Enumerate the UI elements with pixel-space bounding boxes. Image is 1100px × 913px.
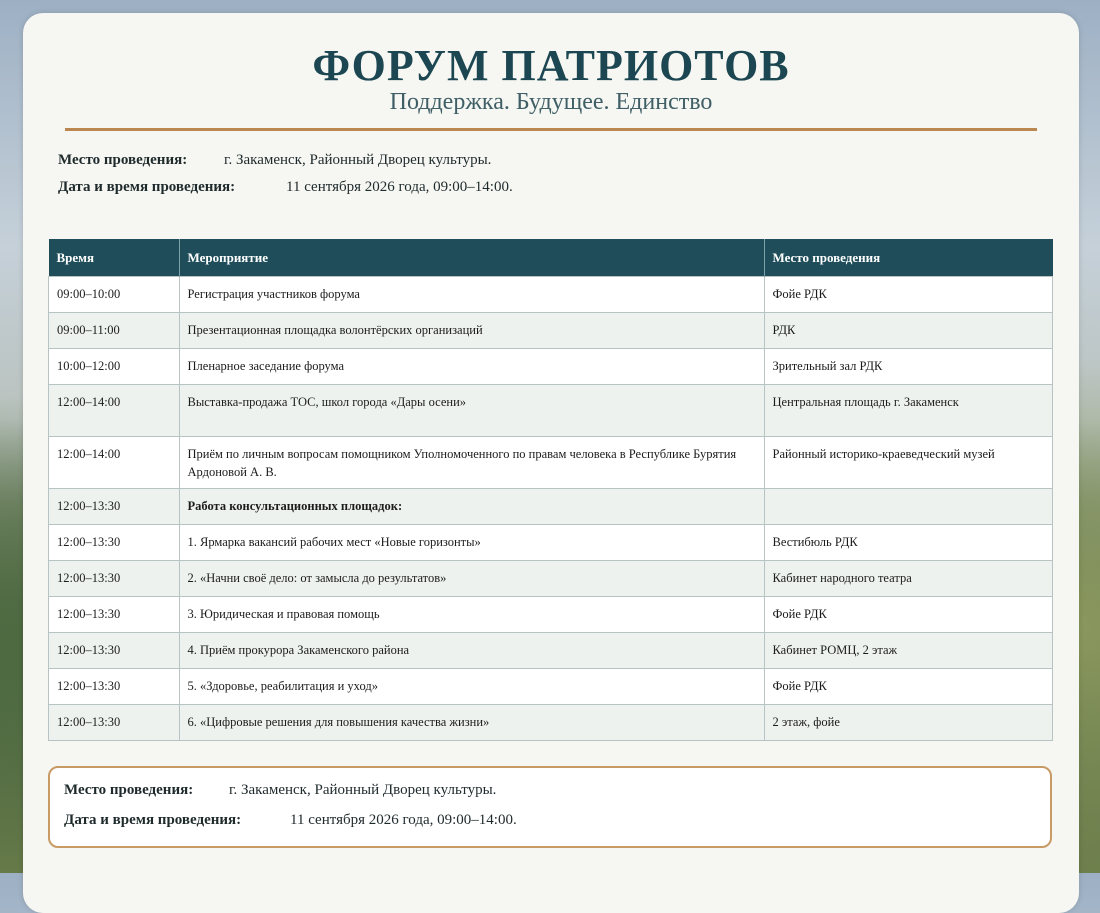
row-time: 12:00–13:30 — [49, 525, 180, 561]
row-time: 12:00–13:30 — [49, 597, 180, 633]
place-line — [58, 150, 513, 177]
schedule-table — [48, 239, 1053, 741]
title-divider — [65, 128, 1037, 131]
box-place-label: Место проведения: — [64, 782, 194, 798]
row-place: Вестибюль РДК — [764, 525, 1053, 561]
datetime-line — [58, 177, 513, 204]
datetime-label: Дата и время проведения: — [58, 179, 236, 195]
table-row — [49, 489, 1053, 525]
box-place-value: г. Закаменск, Районный Дворец культуры. — [229, 782, 497, 798]
table-row — [49, 277, 1053, 313]
row-event: 5. «Здоровье, реабилитация и уход» — [179, 669, 764, 705]
row-event: 2. «Начни своё дело: от замысла до результатов» — [179, 561, 764, 597]
row-place: Фойе РДК — [764, 277, 1053, 313]
table-row — [49, 669, 1053, 705]
row-time: 12:00–14:00 — [49, 385, 180, 437]
event-info-top — [58, 150, 513, 204]
header-time: Время — [49, 239, 180, 277]
row-event: Пленарное заседание форума — [179, 349, 764, 385]
place-label: Место проведения: — [58, 152, 188, 168]
row-place: Центральная площадь г. Закаменск — [764, 385, 1053, 437]
row-time: 12:00–14:00 — [49, 437, 180, 489]
table-row — [49, 597, 1053, 633]
table-row — [49, 385, 1053, 437]
box-datetime-label: Дата и время проведения: — [64, 812, 242, 828]
row-event: Регистрация участников форума — [179, 277, 764, 313]
box-place-line — [64, 780, 1050, 810]
row-time: 09:00–11:00 — [49, 313, 180, 349]
table-row — [49, 313, 1053, 349]
row-event: Работа консультационных площадок: — [179, 489, 764, 525]
row-place: РДК — [764, 313, 1053, 349]
header-event: Мероприятие — [179, 239, 764, 277]
row-event: 3. Юридическая и правовая помощь — [179, 597, 764, 633]
table-row — [49, 633, 1053, 669]
row-place: 2 этаж, фойе — [764, 705, 1053, 741]
row-time: 12:00–13:30 — [49, 705, 180, 741]
page-title: ФОРУМ ПАТРИОТОВ — [312, 41, 790, 90]
row-time: 12:00–13:30 — [49, 561, 180, 597]
row-place: Зрительный зал РДК — [764, 349, 1053, 385]
datetime-value: 11 сентября 2026 года, 09:00–14:00. — [286, 179, 513, 195]
row-place: Кабинет народного театра — [764, 561, 1053, 597]
table-row — [49, 705, 1053, 741]
table-row — [49, 561, 1053, 597]
row-place: Кабинет РОМЦ, 2 этаж — [764, 633, 1053, 669]
row-time: 12:00–13:30 — [49, 633, 180, 669]
row-place — [764, 489, 1053, 525]
header-place: Место проведения — [764, 239, 1053, 277]
row-time: 10:00–12:00 — [49, 349, 180, 385]
row-place: Районный историко-краеведческий музей — [764, 437, 1053, 489]
row-event: Презентационная площадка волонтёрских организаций — [179, 313, 764, 349]
row-place: Фойе РДК — [764, 669, 1053, 705]
row-place: Фойе РДК — [764, 597, 1053, 633]
row-time: 09:00–10:00 — [49, 277, 180, 313]
row-event: Приём по личным вопросам помощником Уполномоченного по правам человека в Республике Бурятия Ардоновой А. В. — [179, 437, 764, 489]
place-value: г. Закаменск, Районный Дворец культуры. — [224, 152, 492, 168]
row-event: 4. Приём прокурора Закаменского района — [179, 633, 764, 669]
content-card — [23, 13, 1079, 913]
row-event: 1. Ярмарка вакансий рабочих мест «Новые горизонты» — [179, 525, 764, 561]
row-event: Выставка-продажа ТОС, школ города «Дары осени» — [179, 385, 764, 437]
table-header-row — [49, 239, 1053, 277]
row-time: 12:00–13:30 — [49, 489, 180, 525]
box-datetime-value: 11 сентября 2026 года, 09:00–14:00. — [290, 812, 517, 828]
table-row — [49, 525, 1053, 561]
table-row — [49, 349, 1053, 385]
row-event: 6. «Цифровые решения для повышения качества жизни» — [179, 705, 764, 741]
page-subtitle: Поддержка. Будущее. Единство — [389, 89, 713, 115]
box-datetime-line — [64, 810, 1050, 840]
table-row — [49, 437, 1053, 489]
event-info-box — [48, 766, 1052, 848]
row-time: 12:00–13:30 — [49, 669, 180, 705]
